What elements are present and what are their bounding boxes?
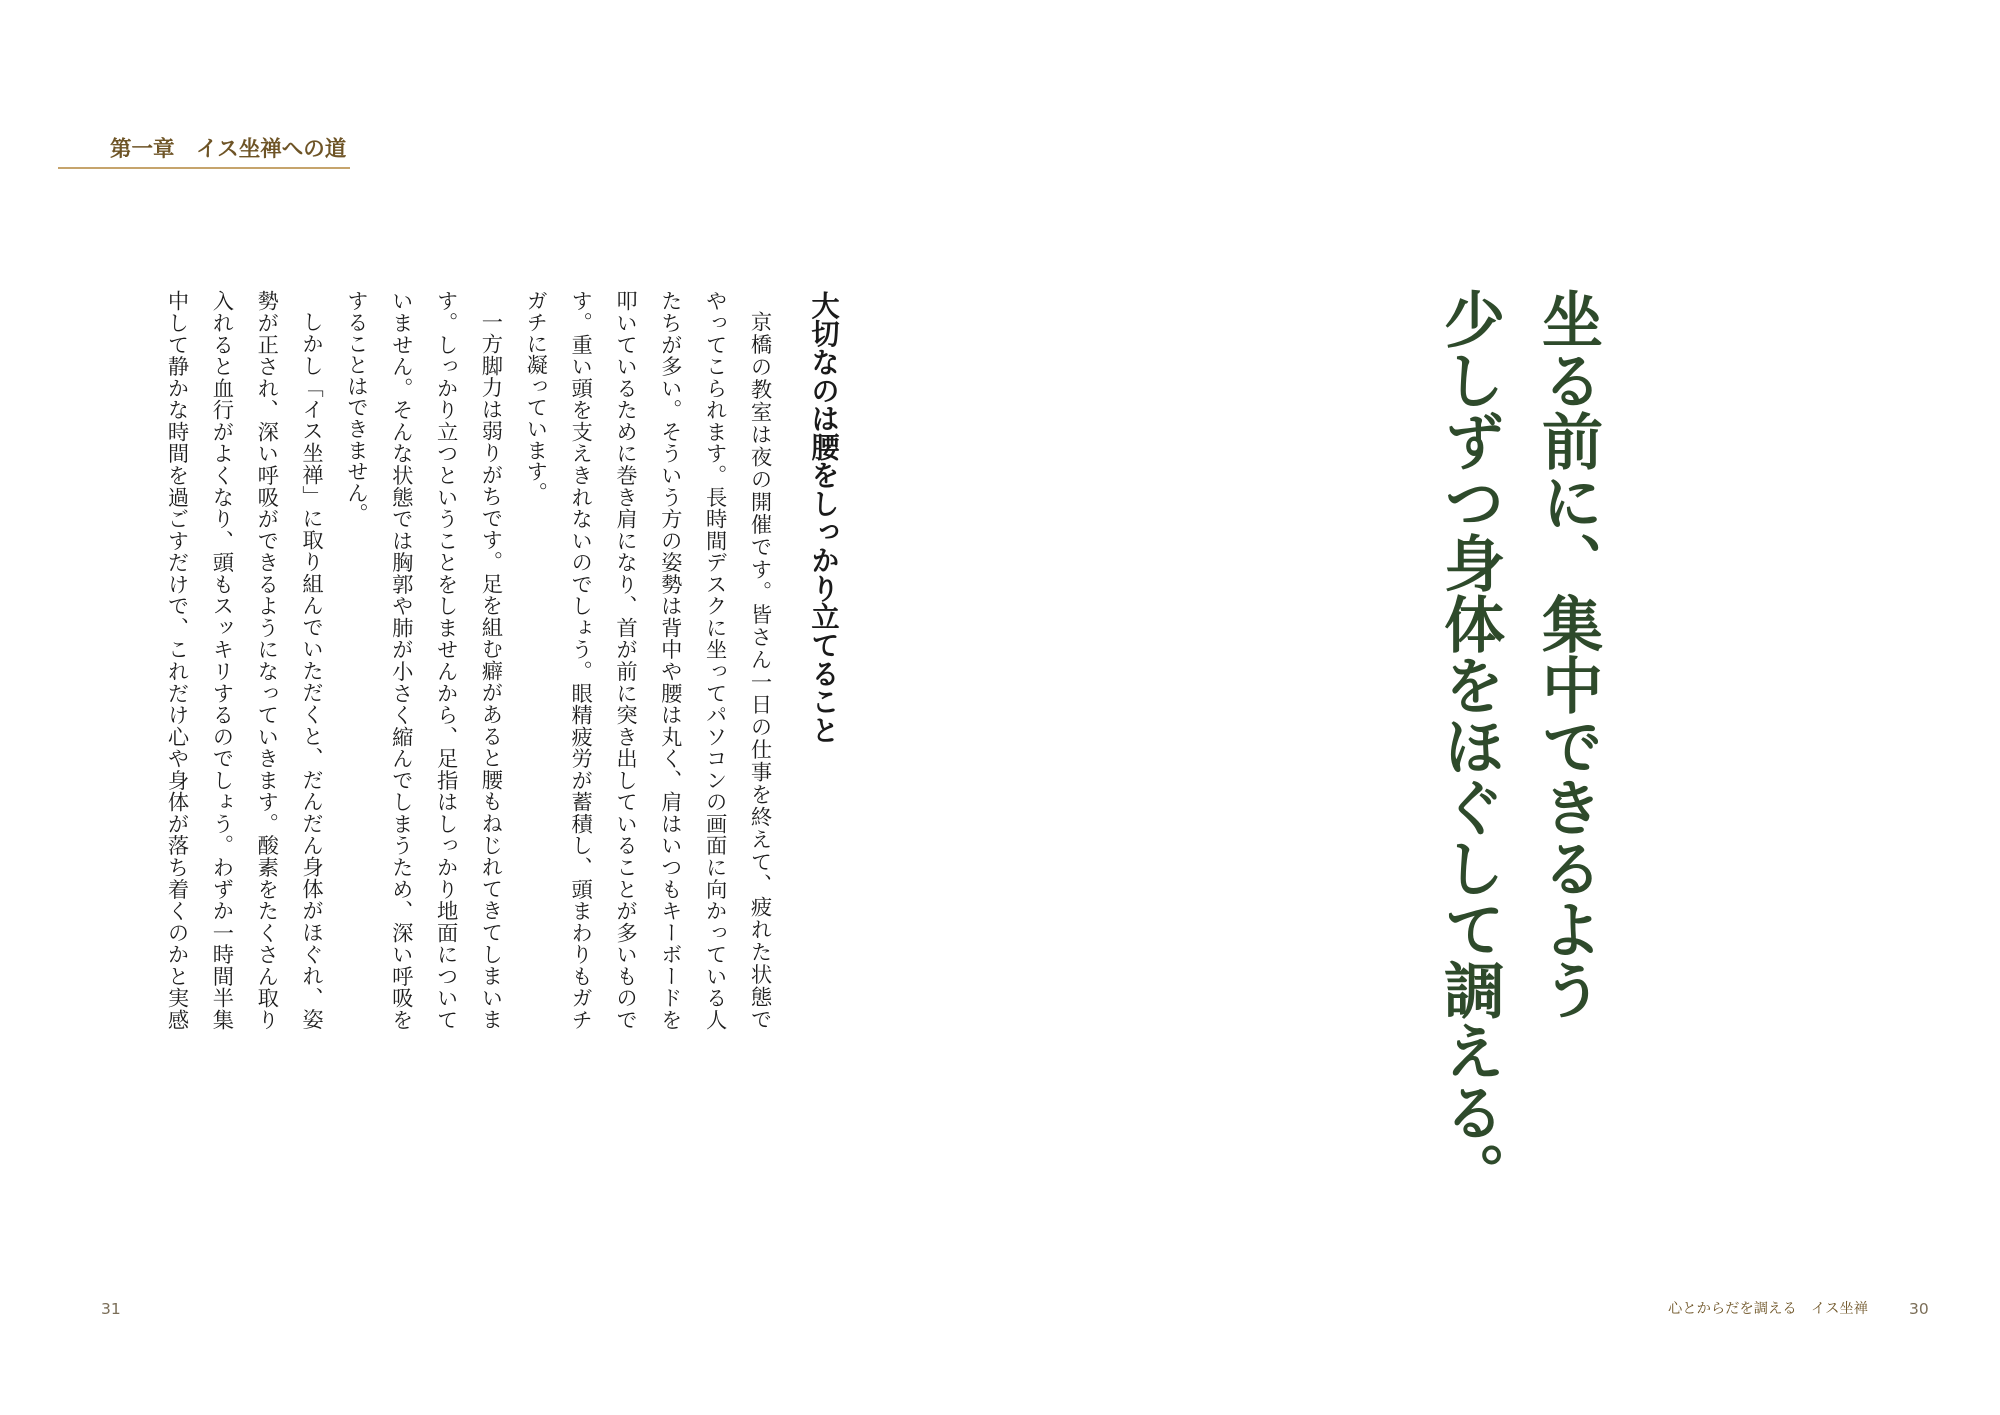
body-text <box>153 290 781 1030</box>
body-column: たちが多い。そういう方の姿勢は背中や腰は丸く、肩はいつもキーボードを <box>657 290 683 1030</box>
feature-title <box>1420 288 1616 1228</box>
page-number-right: 30 <box>1909 1300 1929 1318</box>
body-column: 一方脚力は弱りがちです。足を組む癖があると腰もねじれてきてしまいま <box>477 311 503 1030</box>
right-page <box>1000 0 2000 1415</box>
page-number-left: 31 <box>101 1300 121 1318</box>
chapter-header: 第一章 イス坐禅への道 <box>110 137 347 162</box>
body-column: 中して静かな時間を過ごすだけで、これだけ心や身体が落ち着くのかと実感 <box>164 290 190 1030</box>
paragraph <box>512 290 781 1030</box>
body-column: 勢が正され、深い呼吸ができるようになっていきます。酸素をたくさん取り <box>253 290 279 1030</box>
paragraph <box>153 290 332 1030</box>
body-column: しかし「イス坐禅」に取り組んでいただくと、だんだん身体がほぐれ、姿 <box>298 311 324 1030</box>
feature-title-line: 坐る前に、集中できるよう <box>1532 288 1603 1020</box>
body-column: やってこられます。長時間デスクに坐ってパソコンの画面に向かっている人 <box>702 290 728 1030</box>
section-heading: 大切なのは腰をしっかり立てること <box>807 291 841 744</box>
running-title: 心とからだを調える イス坐禅 <box>1668 1301 1869 1317</box>
body-column: す。重い頭を支えきれないのでしょう。眼精疲労が蓄積し、頭まわりもガチ <box>567 290 593 1030</box>
chapter-header-rule <box>58 167 350 169</box>
feature-title-line: 少しずつ身体をほぐして調える。 <box>1434 288 1505 1203</box>
body-column: 京橋の教室は夜の開催です。皆さん一日の仕事を終えて、疲れた状態で <box>747 311 772 1030</box>
body-column: いません。そんな状態では胸郭や肺が小さく縮んでしまうため、深い呼吸を <box>388 290 414 1030</box>
body-column: ガチに凝っています。 <box>522 290 548 503</box>
body-column: す。しっかり立つということをしませんから、足指はしっかり地面について <box>433 290 459 1030</box>
body-column: することはできません。 <box>343 290 369 525</box>
paragraph <box>333 290 512 1030</box>
body-column: 入れると血行がよくなり、頭もスッキリするのでしょう。わずか一時間半集 <box>208 290 234 1030</box>
body-column: 叩いているために巻き肩になり、首が前に突き出していることが多いもので <box>612 290 638 1030</box>
